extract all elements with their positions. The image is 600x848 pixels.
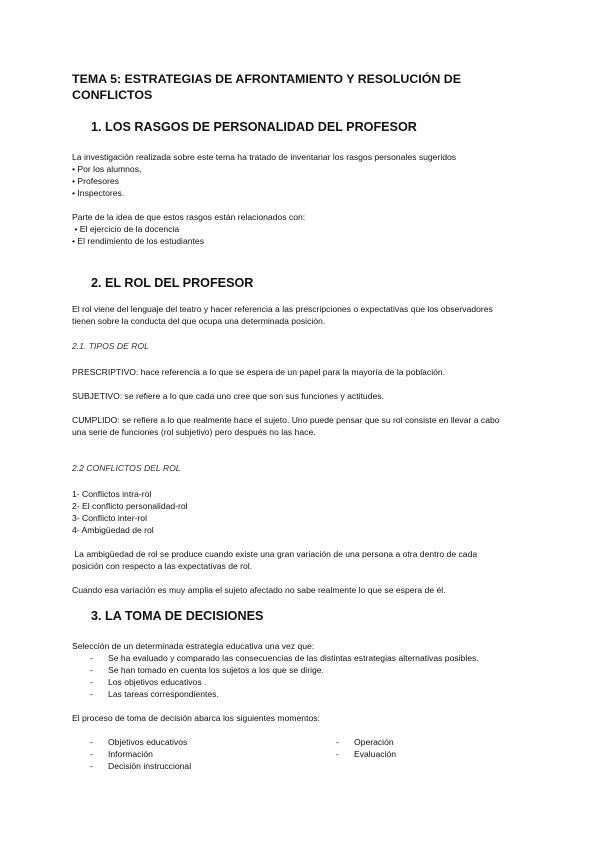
list-item: • El rendimiento de los estudiantes [72,236,204,246]
section-2-paragraph-line2: tienen sobre la conducta del que ocupa una determinada posición. [72,316,326,326]
moment-item [336,737,394,749]
dash-bullet: - [90,749,93,759]
list-item: 1- Conflictos intra-rol [72,489,152,499]
moment-item [90,749,153,761]
moment-text: Decisión instruccional [108,761,192,771]
moment-text: Objetivos educativos [108,737,188,747]
list-item: 2- El conflicto personalidad-rol [72,501,188,511]
dash-bullet: - [90,737,93,747]
dash-bullet: - [90,677,93,687]
cumplido-text-line1: CUMPLIDO: se refiere a lo que realmente hace el sujeto. Uno puede pensar que su rol consiste en llevar a cabo [72,415,500,425]
list-item: • Profesores [72,176,119,186]
dash-bullet: - [336,737,339,747]
list-item [90,653,479,665]
section-2-paragraph-line1: El rol viene del lenguaje del teatro y hacer referencia a las prescripciones o expectativas que los observadores [72,304,493,314]
list-item: 3- Conflicto inter-rol [72,513,147,523]
list-item: • Por los alumnos, [72,164,142,174]
moment-item [90,737,187,749]
dash-bullet: - [90,665,93,675]
section-1-intro2: Parte de la idea de que estos rasgos están relacionados con: [72,212,306,222]
prescriptivo-text: PRESCRIPTIVO: hace referencia a lo que se espera de un papel para la mayoría de la población. [72,367,446,377]
moment-item [90,761,191,773]
section-3-heading: 3. LA TOMA DE DECISIONES [91,609,264,623]
section-1-intro: La investigación realizada sobre este tema ha tratado de inventariar los rasgos personales sugeridos [72,152,457,162]
list-item: • Inspectores. [72,188,125,198]
ambiguedad-text-line2: posición con respecto a las expectativas de rol. [72,561,253,571]
section-3-intro: Selección de un determinada estrategia educativa una vez que: [72,641,315,651]
subjetivo-text: SUBJETIVO: se refiere a lo que cada uno cree que son sus funciones y actitudes. [72,391,384,401]
section-1-heading: 1. LOS RASGOS DE PERSONALIDAD DEL PROFESOR [91,120,417,134]
moment-text: Operación [354,737,394,747]
dash-bullet: - [90,689,93,699]
list-item-text: Las tareas correspondientes. [108,689,219,699]
dash-bullet: - [336,749,339,759]
list-item [90,665,324,677]
section-2-heading: 2. EL ROL DEL PROFESOR [91,276,254,290]
list-item: • El ejercicio de la docencia [72,224,180,234]
variation-text: Cuando esa variación es muy amplia el sujeto afectado no sabe realmente lo que se espera de él. [72,585,446,595]
list-item-text: Se ha evaluado y comparado las consecuencias de las distintas estrategias alternativas posibles. [108,653,479,663]
moment-text: Información [108,749,153,759]
list-item: 4- Ambigüedad de rol [72,525,154,535]
section-3-intro2: El proceso de toma de decisión abarca los siguientes momentos: [72,713,320,723]
document-title-line1: TEMA 5: ESTRATEGIAS DE AFRONTAMIENTO Y RESOLUCIÓN DE [72,72,461,86]
list-item-text: Se han tomado en cuenta los sujetos a los que se dirige. [108,665,324,675]
ambiguedad-text-line1: La ambigüedad de rol se produce cuando existe una gran variación de una persona a otra dentro de cada [72,549,478,559]
document-title-line2: CONFLICTOS [72,88,153,102]
cumplido-text-line2: una serie de funciones (rol subjetivo) pero después no las hace. [72,427,316,437]
dash-bullet: - [90,761,93,771]
list-item [90,677,206,689]
dash-bullet: - [90,653,93,663]
moment-text: Evaluación [354,749,397,759]
list-item [90,689,219,701]
list-item-text: Los objetivos educativos . [108,677,207,687]
subsection-2-1-heading: 2.1. TIPOS DE ROL [72,341,149,351]
subsection-2-2-heading: 2.2 CONFLICTOS DEL ROL [72,463,181,473]
moment-item [336,749,396,761]
